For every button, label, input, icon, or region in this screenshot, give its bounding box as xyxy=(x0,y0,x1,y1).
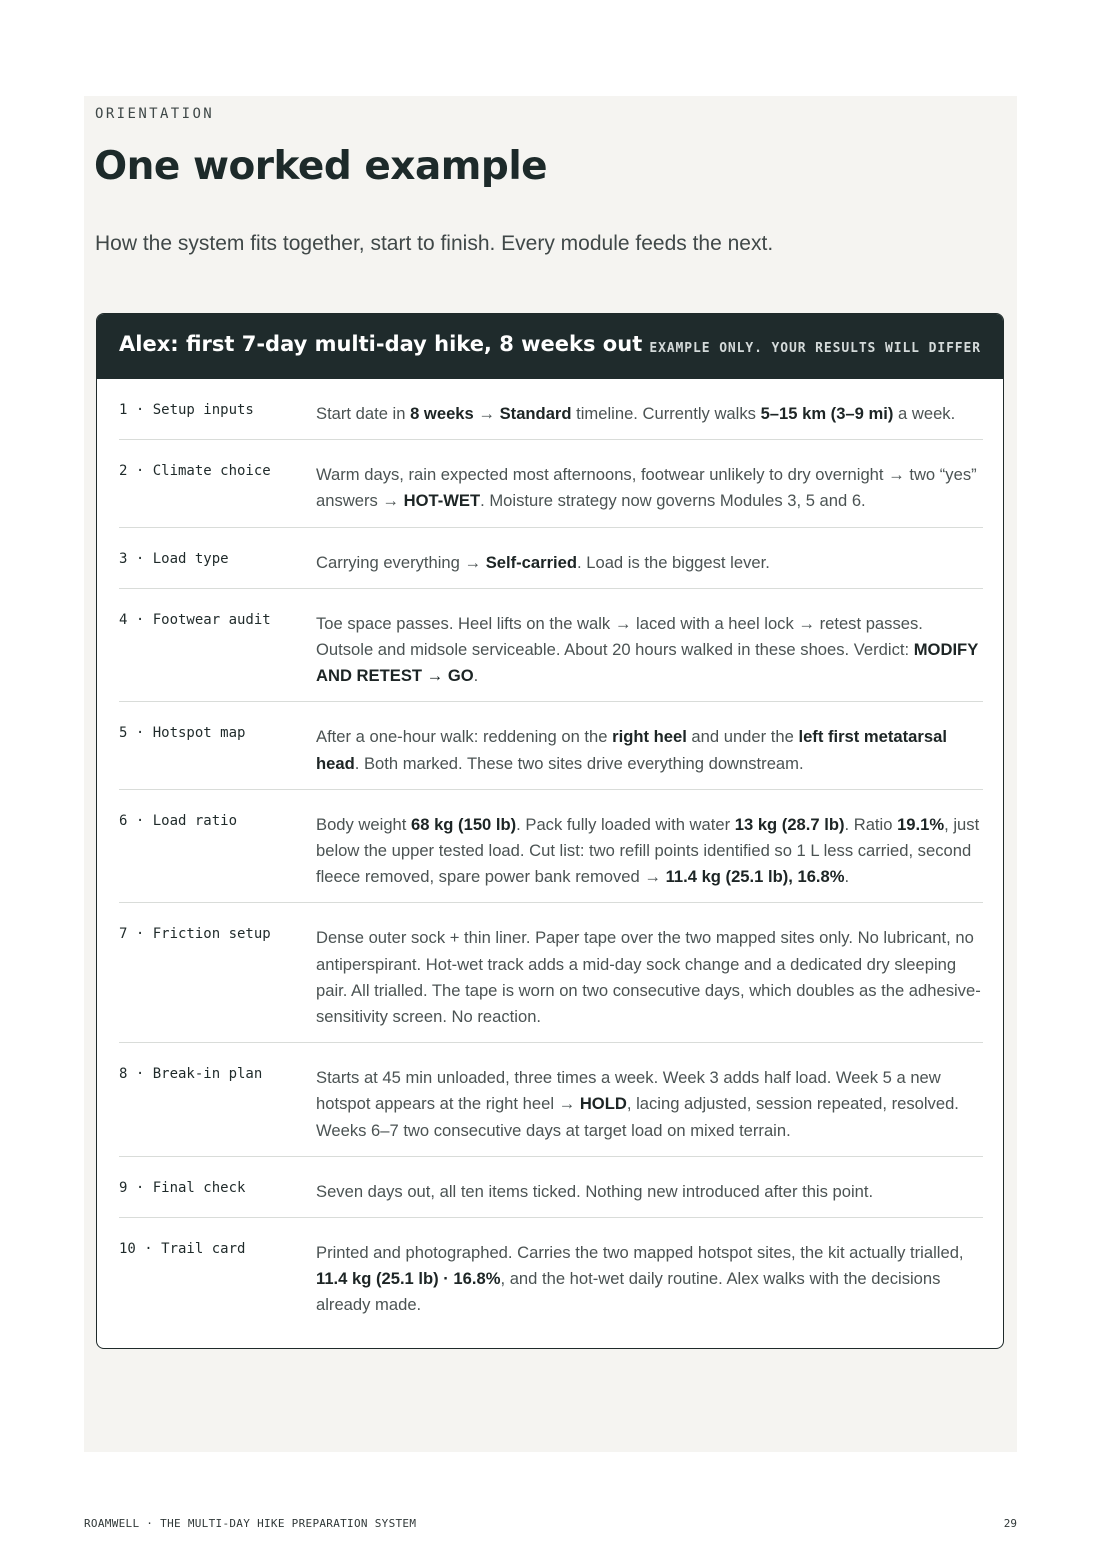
step-row xyxy=(119,589,983,703)
example-steps xyxy=(119,379,983,1331)
step-row xyxy=(119,903,983,1043)
step-description xyxy=(316,1240,983,1319)
step-text: , and the hot-wet daily routine. Alex walks with the decisions already made. xyxy=(316,1269,941,1315)
example-card xyxy=(96,313,1004,1349)
step-text: Starts at 45 min unloaded, three times a week. Week 3 adds half load. Week 5 a new hotspot appears at the right heel → xyxy=(316,1068,941,1114)
step-text: → xyxy=(473,404,500,423)
step-text: . Both marked. These two sites drive everything downstream. xyxy=(354,753,804,773)
step-text: Dense outer sock + thin liner. Paper tape over the two mapped sites only. No lubricant, no antiperspirant. Hot-wet track adds a mid-day sock change and a dedicated dry sleeping pair. All trialled. The tape is worn on two consecutive days, which doubles as the adhesive-sensitivity screen. No reaction. xyxy=(316,928,981,1027)
step-text: . xyxy=(473,666,479,686)
step-description xyxy=(316,1065,983,1144)
step-emphasis: Self-carried xyxy=(485,552,578,572)
step-emphasis: HOLD xyxy=(579,1094,627,1114)
step-text: Body weight xyxy=(316,814,412,834)
step-description xyxy=(316,462,983,514)
example-card-title: Alex: first 7-day multi-day hike, 8 weeks out xyxy=(119,332,643,356)
step-emphasis: right heel xyxy=(612,727,687,747)
step-row xyxy=(119,702,983,789)
step-text: Carrying everything → xyxy=(316,552,486,572)
page-number: 29 xyxy=(1003,1517,1017,1530)
step-label: 1 · Setup inputs xyxy=(119,402,254,418)
section-lede: How the system fits together, start to finish. Every module feeds the next. xyxy=(95,232,774,255)
step-text: After a one-hour walk: reddening on the xyxy=(316,727,613,747)
step-row xyxy=(119,440,983,527)
step-text: . xyxy=(844,867,850,887)
step-row xyxy=(119,1157,983,1218)
step-label: 4 · Footwear audit xyxy=(119,611,271,628)
step-emphasis: 11.4 kg (25.1 lb), 16.8% xyxy=(665,867,845,887)
step-label: 6 · Load ratio xyxy=(119,812,238,829)
step-emphasis: 8 weeks xyxy=(410,404,474,423)
step-label: 7 · Friction setup xyxy=(119,926,271,943)
step-description xyxy=(316,1179,983,1205)
step-emphasis: 11.4 kg (25.1 lb) · 16.8% xyxy=(316,1269,501,1289)
running-footer: ROAMWELL · THE MULTI-DAY HIKE PREPARATION SYSTEM xyxy=(84,1517,417,1530)
step-text: . Moisture strategy now governs Modules 3, 5 and 6. xyxy=(480,491,866,511)
content-panel xyxy=(84,96,1017,1452)
step-text: . Pack fully loaded with water xyxy=(516,814,735,834)
step-label: 10 · Trail card xyxy=(119,1241,246,1258)
step-text: , just below the upper tested load. Cut list: two refill points identified so 1 L less carried, second fleece removed, spare power bank removed → xyxy=(316,814,980,887)
step-text: Seven days out, all ten items ticked. Nothing new introduced after this point. xyxy=(316,1181,874,1201)
step-row xyxy=(119,790,983,904)
step-text: , lacing adjusted, session repeated, resolved. Weeks 6–7 two consecutive days at target load on mixed terrain. xyxy=(316,1094,959,1140)
step-description xyxy=(316,550,983,576)
step-label: 9 · Final check xyxy=(119,1179,246,1196)
page-title: One worked example xyxy=(94,144,548,189)
step-text: Start date in xyxy=(316,404,411,423)
step-description xyxy=(316,812,983,891)
step-emphasis: 5–15 km (3–9 mi) xyxy=(760,404,894,423)
step-text: . Load is the biggest lever. xyxy=(577,552,770,572)
step-row xyxy=(119,1043,983,1157)
step-description xyxy=(316,401,983,427)
step-description xyxy=(316,925,983,1030)
step-label: 8 · Break-in plan xyxy=(119,1066,263,1083)
step-emphasis: 13 kg (28.7 lb) xyxy=(734,814,845,834)
step-emphasis: left first metatarsal head xyxy=(316,727,947,773)
step-description xyxy=(316,611,983,690)
step-emphasis: 19.1% xyxy=(897,814,945,834)
step-description xyxy=(316,724,983,776)
step-emphasis: MODIFY AND RETEST → GO xyxy=(316,640,978,686)
step-text: Toe space passes. Heel lifts on the walk → laced with a heel lock → retest passes. Outsole and midsole serviceable. About 20 hours walked in these shoes. Verdict: xyxy=(316,613,923,660)
step-label: 5 · Hotspot map xyxy=(119,725,246,742)
step-text: . Ratio xyxy=(844,814,898,834)
step-label: 3 · Load type xyxy=(119,550,229,567)
example-disclaimer: EXAMPLE ONLY. YOUR RESULTS WILL DIFFER xyxy=(649,341,981,356)
step-emphasis: Standard xyxy=(499,404,572,423)
step-row xyxy=(119,1218,983,1331)
step-text: Printed and photographed. Carries the two mapped hotspot sites, the kit actually trialled, xyxy=(316,1243,964,1263)
step-text: timeline. Currently walks xyxy=(571,404,761,423)
step-row xyxy=(119,528,983,589)
step-text: and under the xyxy=(686,727,799,747)
step-text: a week. xyxy=(893,404,956,423)
step-row xyxy=(119,379,983,440)
step-label: 2 · Climate choice xyxy=(119,463,271,480)
section-eyebrow: ORIENTATION xyxy=(95,106,215,122)
step-emphasis: 68 kg (150 lb) xyxy=(411,814,517,834)
step-text: Warm days, rain expected most afternoons, footwear unlikely to dry overnight → two “yes” answers → xyxy=(316,465,977,511)
example-card-header xyxy=(97,314,1003,379)
step-emphasis: HOT-WET xyxy=(403,491,481,511)
